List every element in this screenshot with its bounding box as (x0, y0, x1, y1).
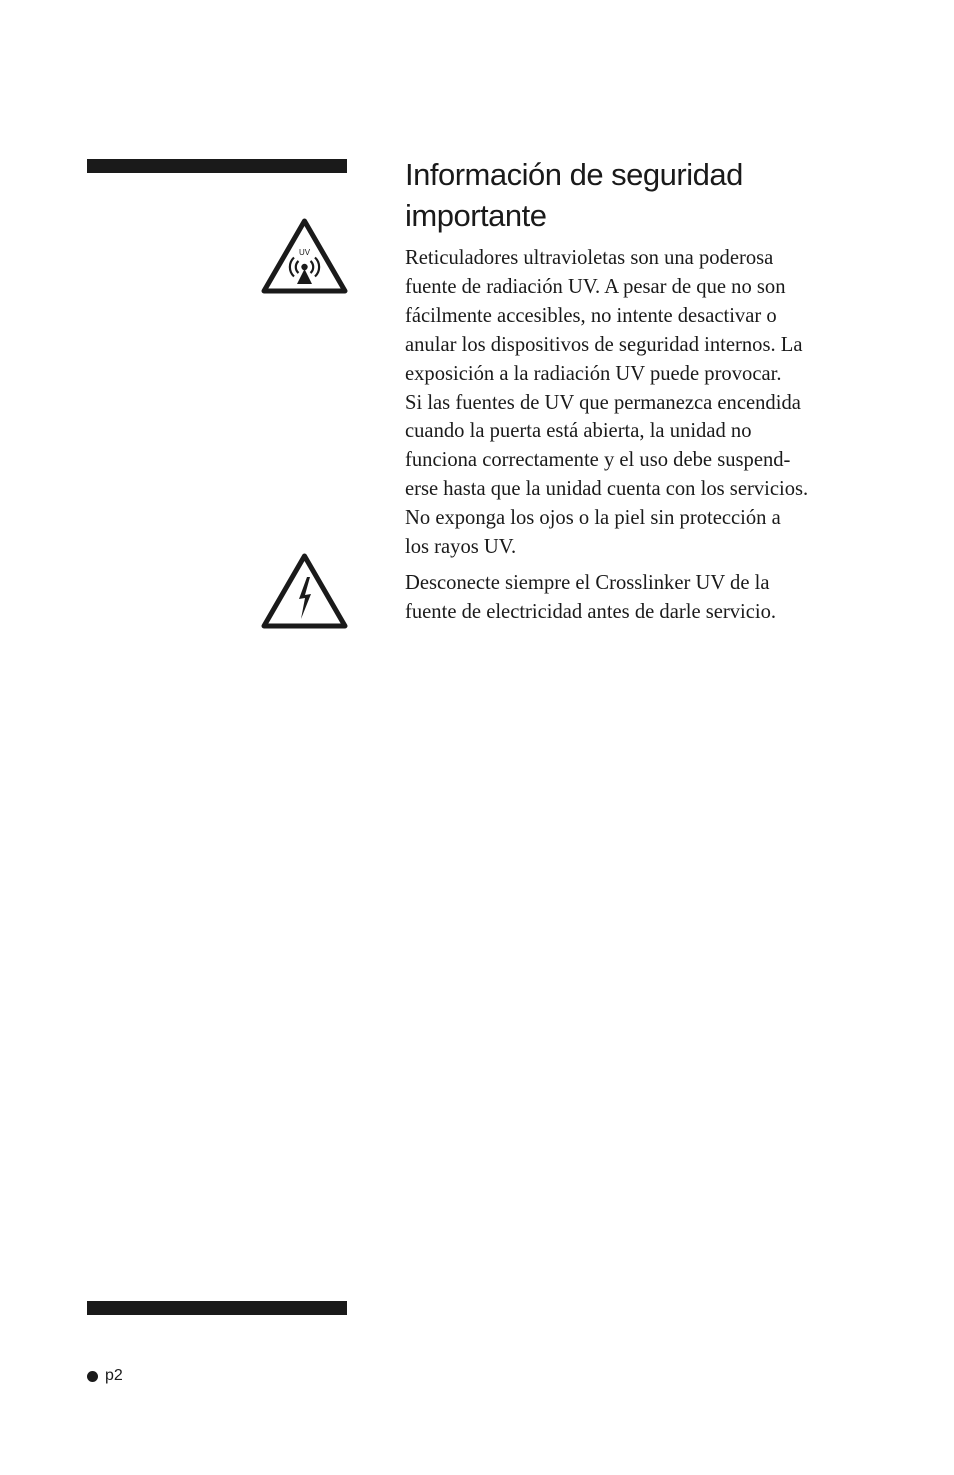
page-footer (87, 1367, 123, 1385)
bullet-icon (87, 1371, 98, 1382)
title-line-1: Información de seguridad (405, 157, 743, 192)
electrical-warning-paragraph (405, 569, 885, 627)
text-line: Reticuladores ultravioletas son una poderosa (405, 247, 774, 269)
bottom-rule (87, 1301, 347, 1315)
text-line: funciona correctamente y el uso debe suspend- (405, 449, 791, 472)
text-line: fuente de electricidad antes de darle servicio. (405, 600, 777, 623)
text-line: Desconecte siempre el Crosslinker UV de la (405, 571, 770, 594)
uv-radiation-warning-icon (261, 218, 348, 294)
page-number: p2 (105, 1367, 123, 1384)
text-line: fácilmente accesibles, no intente desactivar o (405, 304, 777, 327)
text-line: No exponga los ojos o la piel sin protección a (405, 507, 781, 530)
text-line: Si las fuentes de UV que permanezca encendida (405, 391, 801, 414)
text-line: cuando la puerta está abierta, la unidad no (405, 420, 752, 443)
uv-warning-paragraph (405, 244, 885, 562)
text-line: fuente de radiación UV. A pesar de que no son (405, 275, 786, 298)
text-line: exposición a la radiación UV puede provocar. (405, 362, 782, 385)
page-title (405, 154, 885, 236)
uv-icon-label: UV (298, 248, 311, 257)
electrical-shock-warning-icon (261, 553, 348, 629)
text-line: los rayos UV. (405, 536, 517, 559)
text-line: erse hasta que la unidad cuenta con los servicios. (405, 478, 809, 501)
safety-section (405, 154, 885, 634)
title-line-2: importante (405, 198, 547, 233)
top-rule (87, 159, 347, 173)
text-line: anular los dispositivos de seguridad internos. La (405, 333, 803, 356)
